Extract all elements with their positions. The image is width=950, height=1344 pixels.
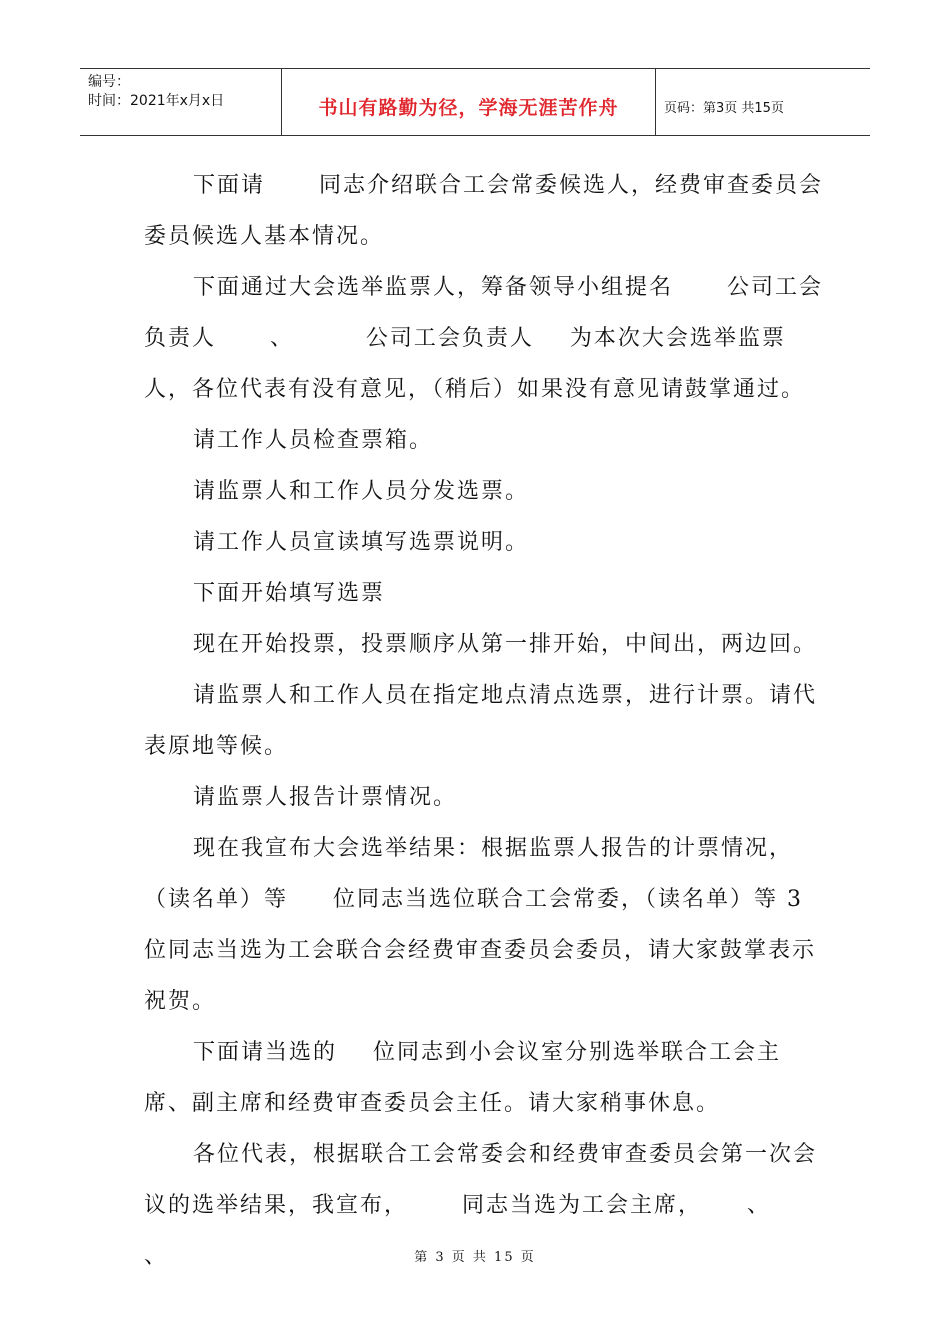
paragraph: 下面请 同志介绍联合工会常委候选人，经费审查委员会委员候选人基本情况。: [144, 173, 823, 249]
paragraph: 请监票人报告计票情况。: [193, 785, 458, 810]
document-date: 时间：2021年x月x日: [88, 93, 225, 109]
paragraph: 各位代表，根据联合工会常委会和经费审查委员会第一次会议的选举结果，我宣布， 同志当选为工会主席， 、 、: [144, 1142, 825, 1269]
header-page-info: 页码：第3页 共15页: [664, 100, 784, 116]
page-header: [80, 68, 870, 136]
paragraph: 现在开始投票，投票顺序从第一排开始，中间出，两边回。: [193, 632, 818, 657]
paragraph: 请监票人和工作人员在指定地点清点选票，进行计票。请代表原地等候。: [144, 683, 818, 759]
page-footer: 第 3 页 共 15 页: [414, 1250, 536, 1265]
paragraph: 下面请当选的 位同志到小会议室分别选举联合工会主席、副主席和经费审查委员会主任。请大家稍事休息。: [144, 1040, 781, 1116]
paragraph: 请工作人员宣读填写选票说明。: [193, 530, 530, 555]
paragraph: 请工作人员检查票箱。: [193, 428, 434, 453]
paragraph: 请监票人和工作人员分发选票。: [193, 479, 530, 504]
document-number-label: 编号：: [88, 74, 130, 90]
paragraph: 下面通过大会选举监票人，筹备领导小组提名 公司工会负责人 、 公司工会负责人 为本次大会选举监票人，各位代表有没有意见，（稍后）如果没有意见请鼓掌通过。: [144, 275, 823, 402]
paragraph: 现在我宣布大会选举结果：根据监票人报告的计票情况，（读名单）等 位同志当选位联合工会常委，（读名单）等 3 位同志当选为工会联合会经费审查委员会委员，请大家鼓掌表示祝贺。: [144, 836, 817, 1014]
document-body: [144, 160, 824, 1282]
paragraph: 下面开始填写选票: [193, 581, 386, 606]
header-motto: 书山有路勤为径，学海无涯苦作舟: [282, 69, 656, 135]
header-meta: [80, 69, 282, 135]
